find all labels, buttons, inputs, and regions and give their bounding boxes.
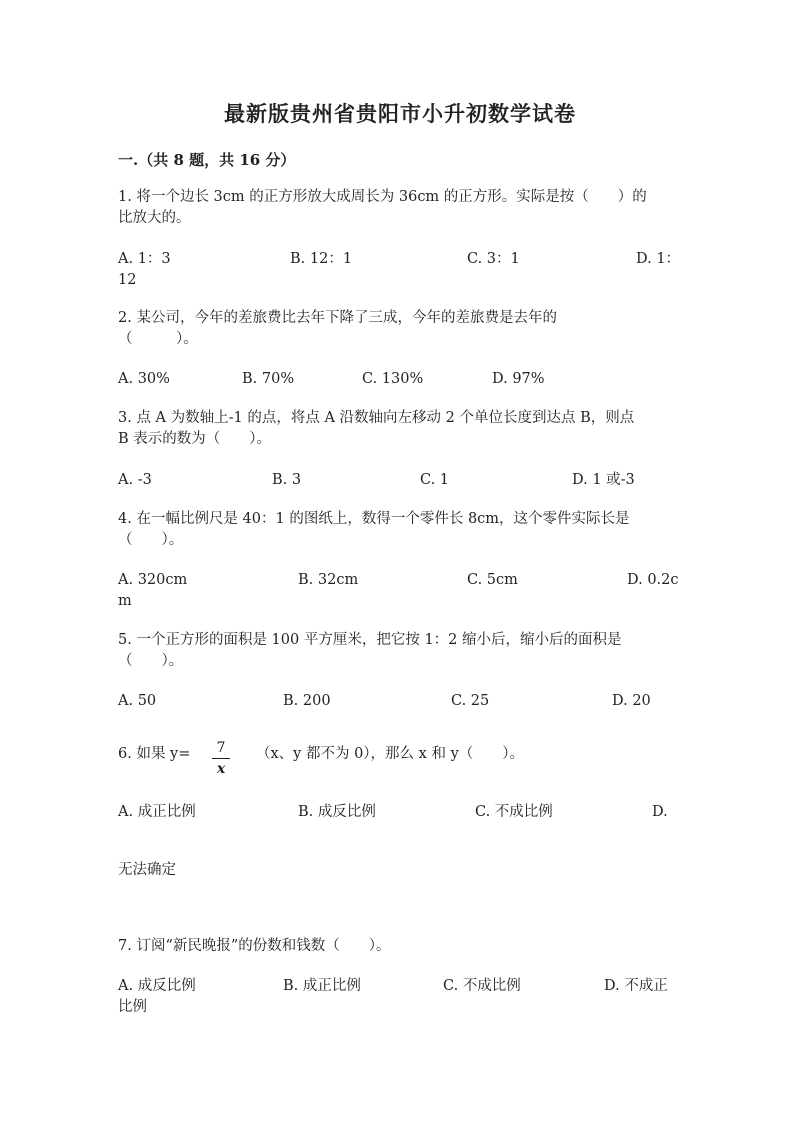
question-6-option-d-wrap: 无法确定 bbox=[118, 862, 176, 878]
question-6-suffix: （x、y 都不为 0），那么 x 和 y（ ）。 bbox=[256, 746, 525, 762]
question-1 bbox=[118, 187, 683, 229]
question-7-option-b: B. 成正比例 bbox=[283, 978, 361, 994]
question-2-option-a: A. 30% bbox=[118, 371, 170, 387]
fraction-bar bbox=[212, 758, 230, 759]
question-7-option-d: D. 不成正 bbox=[604, 978, 668, 994]
question-5-line1: 5. 一个正方形的面积是 100 平方厘米，把它按 1：2 缩小后，缩小后的面积是 bbox=[118, 632, 622, 648]
question-5-option-a: A. 50 bbox=[118, 693, 157, 709]
question-7 bbox=[118, 936, 683, 957]
question-4-line2: （ ）。 bbox=[118, 532, 184, 548]
page-title: 最新版贵州省贵阳市小升初数学试卷 bbox=[224, 101, 576, 126]
question-6-option-d: D. bbox=[652, 804, 668, 820]
question-1-option-b: B. 12：1 bbox=[290, 251, 353, 267]
question-4-option-d-wrap: m bbox=[118, 593, 132, 609]
question-1-option-c: C. 3：1 bbox=[467, 251, 520, 267]
question-6-option-c: C. 不成比例 bbox=[475, 804, 553, 820]
question-4 bbox=[118, 509, 683, 551]
question-1-line1: 1. 将一个边长 3cm 的正方形放大成周长为 36cm 的正方形。实际是按（ ）的 bbox=[118, 189, 647, 205]
question-2-option-d: D. 97% bbox=[492, 371, 545, 387]
question-3-line1: 3. 点 A 为数轴上-1 的点，将点 A 沿数轴向左移动 2 个单位长度到达点 B，则点 bbox=[118, 410, 635, 426]
question-3-option-b: B. 3 bbox=[272, 472, 302, 488]
question-4-option-d: D. 0.2c bbox=[627, 572, 679, 588]
question-2 bbox=[118, 308, 683, 350]
question-3 bbox=[118, 408, 683, 450]
question-7-option-d-wrap: 比例 bbox=[118, 999, 147, 1015]
question-4-option-b: B. 32cm bbox=[298, 572, 359, 588]
fraction-denominator: x bbox=[216, 761, 226, 777]
question-5-line2: （ ）。 bbox=[118, 653, 184, 669]
question-2-option-c: C. 130% bbox=[362, 371, 424, 387]
question-1-option-d: D. 1： bbox=[636, 251, 681, 267]
section-heading: 一.（共 8 题，共 16 分） bbox=[118, 151, 296, 169]
question-6-option-a: A. 成正比例 bbox=[118, 804, 196, 820]
question-7-option-a: A. 成反比例 bbox=[118, 978, 196, 994]
fraction-numerator: 7 bbox=[216, 740, 226, 756]
question-2-line1: 2. 某公司，今年的差旅费比去年下降了三成，今年的差旅费是去年的 bbox=[118, 310, 557, 326]
question-1-option-d-wrap: 12 bbox=[118, 272, 137, 288]
question-5-option-c: C. 25 bbox=[451, 693, 490, 709]
question-2-line2: （ ）。 bbox=[118, 331, 198, 347]
question-3-line2: B 表示的数为（ ）。 bbox=[118, 431, 272, 447]
question-3-option-d: D. 1 或-3 bbox=[572, 472, 635, 488]
question-6-option-b: B. 成反比例 bbox=[298, 804, 376, 820]
question-3-option-c: C. 1 bbox=[420, 472, 450, 488]
question-3-option-a: A. -3 bbox=[118, 472, 152, 488]
question-4-option-a: A. 320cm bbox=[118, 572, 188, 588]
question-5-option-d: D. 20 bbox=[612, 693, 651, 709]
question-1-option-a: A. 1：3 bbox=[118, 251, 171, 267]
question-1-line2: 比放大的。 bbox=[118, 210, 191, 226]
question-7-line1: 7. 订阅“新民晚报”的份数和钱数（ ）。 bbox=[118, 938, 391, 954]
question-4-line1: 4. 在一幅比例尺是 40：1 的图纸上，数得一个零件长 8cm，这个零件实际长是 bbox=[118, 511, 630, 527]
question-7-option-c: C. 不成比例 bbox=[443, 978, 521, 994]
question-5-option-b: B. 200 bbox=[283, 693, 331, 709]
question-5 bbox=[118, 630, 683, 672]
question-4-option-c: C. 5cm bbox=[467, 572, 518, 588]
question-2-option-b: B. 70% bbox=[242, 371, 295, 387]
question-6-prefix: 6. 如果 y= bbox=[118, 746, 191, 762]
question-6-fraction bbox=[212, 740, 230, 777]
